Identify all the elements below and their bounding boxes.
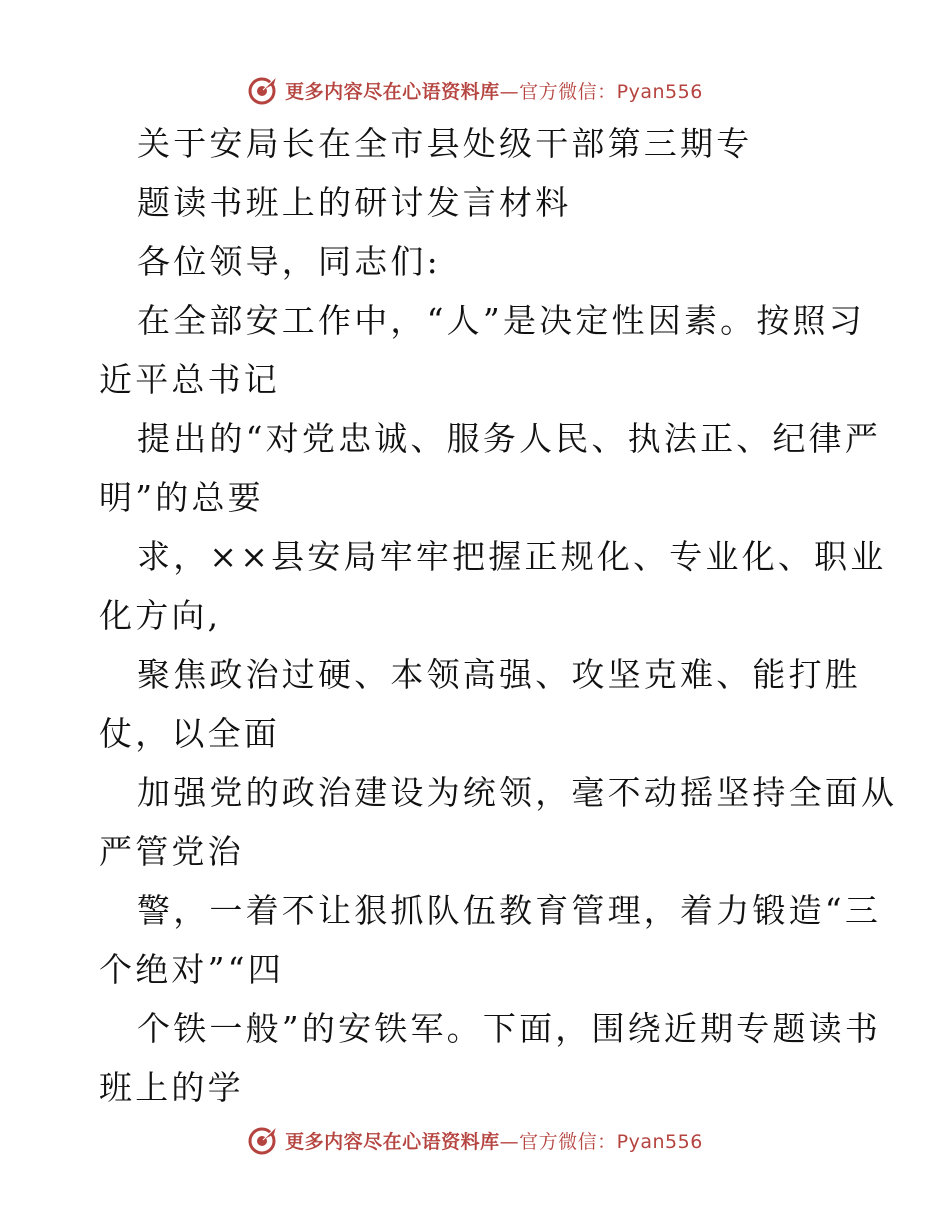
quill-pen-logo-icon <box>247 74 279 106</box>
paragraph-line: 严管党治 <box>99 832 244 871</box>
paragraph-line: 班上的学 <box>99 1068 244 1107</box>
footer-watermark-banner <box>0 1122 950 1158</box>
quill-pen-logo-icon <box>247 1124 279 1156</box>
footer-banner-wechat: 官方微信：Pyan556 <box>519 1130 703 1153</box>
paragraph-line: 提出的“对党忠诚、服务人民、执法正、纪律严 <box>137 419 882 458</box>
document-title-line-1: 关于安局长在全市县处级干部第三期专 <box>137 124 753 163</box>
paragraph-line: 仗，以全面 <box>99 714 280 753</box>
footer-banner-main: 更多内容尽在心语资料库 <box>285 1130 500 1153</box>
document-title-line-2: 题读书班上的研讨发言材料 <box>137 183 572 222</box>
header-banner-dash: — <box>499 80 520 103</box>
paragraph-line: 个铁一般”的安铁军。下面，围绕近期专题读书 <box>137 1009 882 1048</box>
paragraph-line: 在全部安工作中，“人”是决定性因素。按照习 <box>137 301 865 340</box>
paragraph-line: 聚焦政治过硬、本领高强、攻坚克难、能打胜 <box>137 655 861 694</box>
header-banner-wechat: 官方微信：Pyan556 <box>519 80 703 103</box>
paragraph-line: 个绝对”“四 <box>99 950 284 989</box>
paragraph-line: 加强党的政治建设为统领，毫不动摇坚持全面从 <box>137 773 898 812</box>
header-banner-main: 更多内容尽在心语资料库 <box>285 80 500 103</box>
salutation: 各位领导，同志们: <box>137 242 441 281</box>
paragraph-line: 明”的总要 <box>99 478 264 517</box>
header-watermark-banner <box>0 72 950 108</box>
header-banner-text <box>285 77 703 104</box>
footer-banner-dash: — <box>499 1130 520 1153</box>
paragraph-line: 化方向, <box>99 596 222 635</box>
paragraph-line: 近平总书记 <box>99 360 280 399</box>
paragraph-line: 求，××县安局牢牢把握正规化、专业化、职业 <box>137 537 887 576</box>
footer-banner-text <box>285 1127 703 1154</box>
paragraph-line: 警，一着不让狠抓队伍教育管理，着力锻造“三 <box>137 891 882 930</box>
